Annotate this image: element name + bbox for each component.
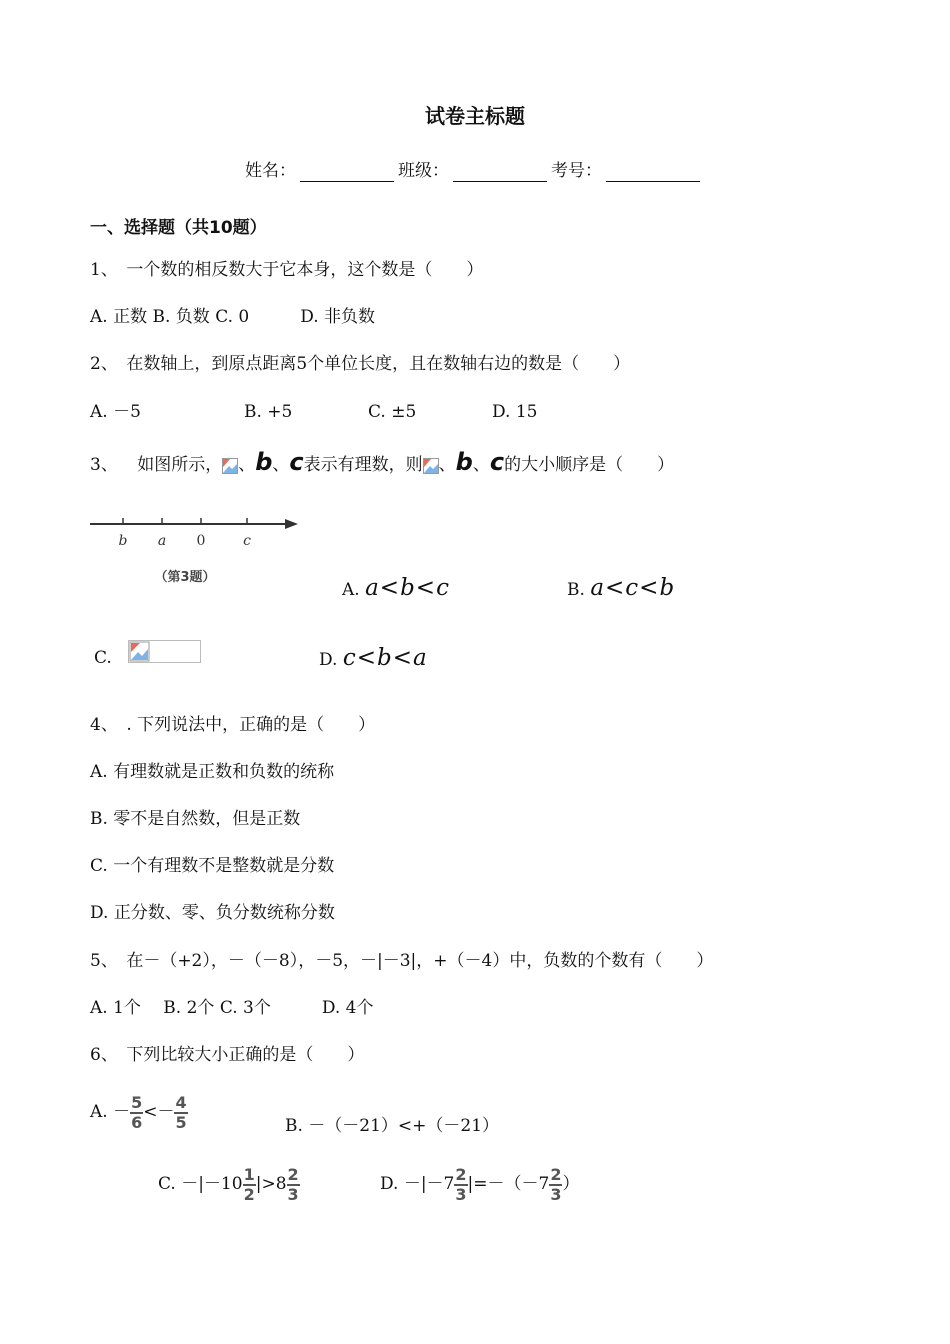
q3-var-b2: b — [455, 448, 473, 476]
number-line-figure — [88, 512, 303, 592]
q4-option-a: A. 有理数就是正数和负数的统称 — [90, 762, 335, 782]
class-label: 班级： — [398, 161, 449, 181]
fraction-numerator: 4 — [175, 1092, 187, 1112]
class-blank — [453, 165, 547, 182]
q2-stem: 2、 在数轴上，到原点距离5个单位长度，且在数轴右边的数是（ ） — [90, 354, 631, 374]
fraction-denominator: 3 — [455, 1184, 467, 1204]
exam-no-blank — [606, 165, 700, 182]
q3-option-d-expr: c<b<a — [342, 645, 428, 671]
q3-option-a-expr: a<b<c — [365, 575, 450, 601]
q6-option-c — [158, 1164, 300, 1204]
name-blank — [300, 165, 394, 182]
q3-text-3: 的大小顺序是（ ） — [504, 455, 675, 475]
fraction-denominator: 2 — [243, 1184, 255, 1204]
q6-option-d — [380, 1164, 579, 1204]
q2-option-a: A. －5 — [90, 402, 141, 422]
number-line-arrow — [285, 519, 298, 529]
q3-option-b — [567, 574, 675, 604]
fraction-numerator: 2 — [550, 1164, 562, 1184]
q4-stem: 4、 . 下列说法中，正确的是（ ） — [90, 715, 376, 735]
q6-option-c-mid: |>8 — [255, 1174, 287, 1194]
fraction — [243, 1164, 256, 1204]
fraction-denominator: 6 — [131, 1112, 143, 1132]
fraction-numerator: 2 — [287, 1164, 299, 1184]
q2-option-d: D. 15 — [492, 402, 538, 422]
q3-var-b: b — [255, 448, 273, 476]
q3-sep-3: 、 — [438, 455, 456, 475]
broken-image-icon — [423, 458, 439, 474]
q3-option-a-label: A. — [342, 580, 360, 600]
fraction-denominator: 3 — [550, 1184, 562, 1204]
q3-number: 3、 — [90, 455, 118, 475]
q6-stem: 6、 下列比较大小正确的是（ ） — [90, 1045, 365, 1065]
fraction — [454, 1164, 467, 1204]
number-line-label: c — [243, 533, 251, 549]
q6-option-c-label: C. －|－10 — [158, 1174, 243, 1194]
q6-option-d-mid: |=－（－7 — [467, 1174, 550, 1194]
q3-sep-2: 、 — [272, 455, 290, 475]
q4-option-b: B. 零不是自然数，但是正数 — [90, 809, 301, 829]
fraction-denominator: 3 — [287, 1184, 299, 1204]
q3-option-a — [342, 574, 450, 604]
q5-stem: 5、 在－（+2），－（－8），－5，－|－3|，+（－4）中，负数的个数有（ ） — [90, 951, 714, 971]
q3-text-2: 表示有理数，则 — [303, 455, 423, 475]
student-info-line — [245, 160, 704, 182]
q6-option-d-label: D. －|－7 — [380, 1174, 455, 1194]
name-label: 姓名： — [245, 161, 296, 181]
q6-option-a-mid: <－ — [143, 1102, 175, 1122]
exam-no-label: 考号： — [551, 161, 602, 181]
figure-caption: （第3题） — [154, 570, 216, 585]
fraction — [130, 1092, 143, 1132]
q6-option-b: B. －（－21）<+（－21） — [285, 1116, 500, 1136]
q4-option-d: D. 正分数、零、负分数统称分数 — [90, 903, 335, 923]
number-line-label: b — [118, 533, 128, 549]
q1-stem: 1、 一个数的相反数大于它本身，这个数是（ ） — [90, 260, 484, 280]
fraction-numerator: 1 — [243, 1164, 255, 1184]
number-line-label: 0 — [196, 533, 206, 549]
fraction — [549, 1164, 562, 1204]
q3-option-b-expr: a<c<b — [590, 575, 676, 601]
number-line-label: a — [157, 533, 167, 549]
q6-option-d-end: ） — [562, 1174, 580, 1194]
q3-option-b-label: B. — [567, 580, 585, 600]
section-title: 一、选择题（共10题） — [90, 218, 267, 238]
q3-text-1: 如图所示， — [137, 455, 223, 475]
q2-option-b: B. +5 — [244, 402, 293, 422]
q3-sep-1: 、 — [238, 455, 256, 475]
page-title: 试卷主标题 — [425, 104, 525, 128]
q3-sep-4: 、 — [472, 455, 490, 475]
fraction — [287, 1164, 300, 1204]
fraction — [174, 1092, 187, 1132]
broken-image-icon — [128, 640, 201, 664]
fraction-numerator: 2 — [455, 1164, 467, 1184]
q1-options: A. 正数 B. 负数 C. 0 D. 非负数 — [90, 307, 376, 327]
q3-option-c-label: C. — [94, 648, 112, 668]
q2-option-c: C. ±5 — [368, 402, 417, 422]
q6-option-a-label: A. － — [90, 1102, 131, 1122]
q3-option-c — [94, 644, 112, 672]
broken-image-icon — [222, 458, 238, 474]
q3-var-c2: c — [489, 448, 505, 476]
q3-option-d-label: D. — [319, 650, 338, 670]
fraction-denominator: 5 — [175, 1112, 187, 1132]
q3-stem — [90, 448, 674, 479]
q3-var-c: c — [289, 448, 304, 476]
q4-option-c: C. 一个有理数不是整数就是分数 — [90, 856, 335, 876]
fraction-numerator: 5 — [131, 1092, 143, 1112]
q6-option-a — [90, 1092, 188, 1132]
q3-option-d — [319, 644, 428, 674]
q5-options: A. 1个 B. 2个 C. 3个 D. 4个 — [90, 998, 374, 1018]
